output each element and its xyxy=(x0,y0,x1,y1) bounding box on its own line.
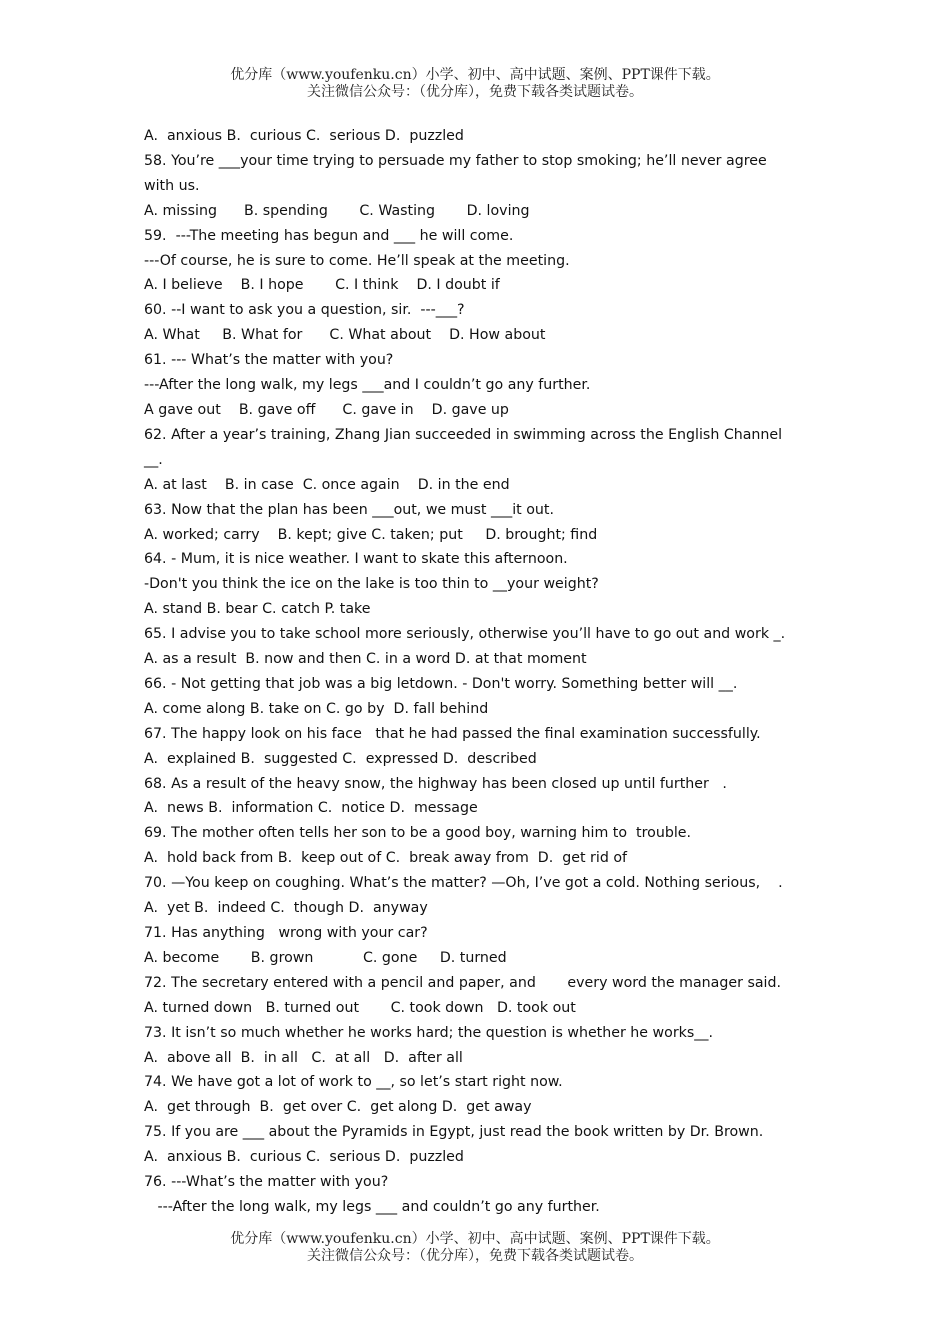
options-58: A. missing B. spending C. Wasting D. loving xyxy=(144,202,530,219)
question-63: 63. Now that the plan has been ___out, we must ___it out. xyxy=(144,501,554,518)
text-line: ---Of course, he is sure to come. He’ll speak at the meeting. xyxy=(144,252,570,269)
question-60: 60. --I want to ask you a question, sir. ---___? xyxy=(144,302,465,319)
options-60: A. What B. What for C. What about D. How about xyxy=(144,327,546,344)
page-header xyxy=(0,67,950,101)
question-59: 59. ---The meeting has begun and ___ he will come. xyxy=(144,227,514,244)
options-68: A. news B. information C. notice D. message xyxy=(144,800,478,817)
text-line: with us. xyxy=(144,177,200,194)
question-68: 68. As a result of the heavy snow, the highway has been closed up until further . xyxy=(144,775,727,792)
page-footer xyxy=(0,1231,950,1265)
question-75: 75. If you are ___ about the Pyramids in Egypt, just read the book written by Dr. Brown. xyxy=(144,1124,764,1141)
question-71: 71. Has anything wrong with your car? xyxy=(144,925,428,941)
question-73: 73. It isn’t so much whether he works hard; the question is whether he works__. xyxy=(144,1024,713,1041)
question-69: 69. The mother often tells her son to be a good boy, warning him to trouble. xyxy=(144,825,692,842)
footer-line-2: 关注微信公众号：（优分库），免费下载各类试题试卷。 xyxy=(307,1248,643,1264)
question-70: 70. —You keep on coughing. What’s the matter? —Oh, I’ve got a cold. Nothing serious, . xyxy=(144,875,783,892)
text-line: -Don't you think the ice on the lake is too thin to __your weight? xyxy=(144,576,599,593)
header-line-2: 关注微信公众号：（优分库），免费下载各类试题试卷。 xyxy=(307,84,643,100)
text-line: ---After the long walk, my legs ___ and couldn’t go any further. xyxy=(144,1198,600,1215)
exercise-body xyxy=(144,124,804,1220)
question-65: 65. I advise you to take school more seriously, otherwise you’ll have to go out and work _. xyxy=(144,626,786,643)
options-67: A. explained B. suggested C. expressed D. described xyxy=(144,750,537,767)
options-62: A. at last B. in case C. once again D. in the end xyxy=(144,476,510,493)
options-69: A. hold back from B. keep out of C. break away from D. get rid of xyxy=(144,850,628,867)
options-63: A. worked; carry B. kept; give C. taken; put D. brought; find xyxy=(144,526,598,543)
options-64: A. stand B. bear C. catch P. take xyxy=(144,601,371,618)
options-70: A. yet B. indeed C. though D. anyway xyxy=(144,900,428,917)
options-72: A. turned down B. turned out C. took down D. took out xyxy=(144,999,576,1016)
question-58: 58. You’re ___your time trying to persuade my father to stop smoking; he’ll never agree xyxy=(144,152,767,169)
question-72: 72. The secretary entered with a pencil and paper, and every word the manager said. xyxy=(144,974,781,991)
question-61: 61. --- What’s the matter with you? xyxy=(144,352,394,369)
text-line: ---After the long walk, my legs ___and I couldn’t go any further. xyxy=(144,377,591,394)
question-64: 64. - Mum, it is nice weather. I want to skate this afternoon. xyxy=(144,551,568,568)
header-line-1: 优分库（www.youfenku.cn）小学、初中、高中试题、案例、PPT课件下载。 xyxy=(230,67,720,83)
question-74: 74. We have got a lot of work to __, so let’s start right now. xyxy=(144,1074,563,1091)
options-59: A. I believe B. I hope C. I think D. I doubt if xyxy=(144,277,500,294)
footer-line-1: 优分库（www.youfenku.cn）小学、初中、高中试题、案例、PPT课件下载。 xyxy=(230,1231,720,1247)
options-61: A gave out B. gave off C. gave in D. gave up xyxy=(144,401,509,418)
text-line: __. xyxy=(144,451,163,468)
options-66: A. come along B. take on C. go by D. fall behind xyxy=(144,700,489,717)
question-67: 67. The happy look on his face that he had passed the final examination successfully. xyxy=(144,725,761,742)
options-71: A. become B. grown C. gone D. turned xyxy=(144,949,507,966)
options-75: A. anxious B. curious C. serious D. puzzled xyxy=(144,1149,464,1166)
text-line: A. anxious B. curious C. serious D. puzzled xyxy=(144,128,464,144)
options-65: A. as a result B. now and then C. in a word D. at that moment xyxy=(144,651,587,668)
question-62: 62. After a year’s training, Zhang Jian succeeded in swimming across the English Channel xyxy=(144,426,783,443)
options-73: A. above all B. in all C. at all D. after all xyxy=(144,1049,463,1066)
question-66: 66. - Not getting that job was a big letdown. - Don't worry. Something better will __. xyxy=(144,675,738,692)
options-74: A. get through B. get over C. get along D. get away xyxy=(144,1099,532,1116)
question-76: 76. ---What’s the matter with you? xyxy=(144,1174,389,1191)
